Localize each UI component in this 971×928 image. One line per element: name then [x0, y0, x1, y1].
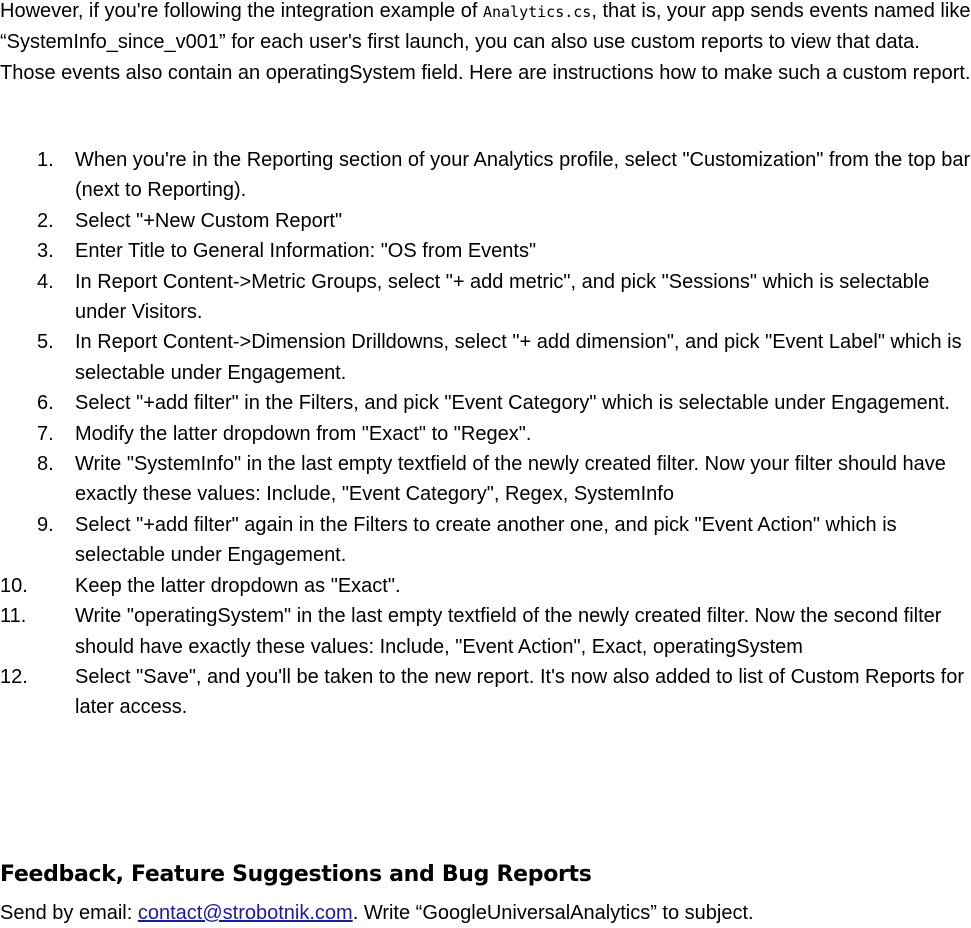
list-item	[0, 510, 971, 571]
step-number: 5.	[37, 331, 54, 354]
email-link[interactable]: contact@strobotnik.com	[137, 902, 353, 924]
step-text: When you're in the Reporting section of your Analytics profile, select "Customization" from the top bar (next to Reporting).	[75, 149, 971, 202]
step-text: Modify the latter dropdown from "Exact" to "Regex".	[75, 422, 532, 445]
list-item	[0, 327, 971, 388]
intro-text-start: However, if you're following the integration example of	[0, 0, 483, 22]
list-item	[0, 662, 971, 723]
step-number: 1.	[37, 149, 54, 171]
feedback-paragraph	[0, 898, 754, 928]
step-number: 11.	[0, 605, 27, 628]
step-text: Write "operatingSystem" in the last empty textfield of the newly created filter. Now the second filter should have exactly these values: Include, "Event Action", Exact, operatingSystem	[75, 605, 942, 658]
step-text: Select "+New Custom Report"	[75, 209, 343, 232]
step-text: In Report Content->Dimension Drilldowns, select "+ add dimension", and pick "Event Label" which is selectable under Engagement.	[75, 331, 962, 384]
code-filename: Analytics.cs	[482, 3, 592, 21]
step-number: 10.	[0, 574, 28, 597]
feedback-text-start: Send by email:	[0, 902, 138, 924]
list-item	[0, 449, 971, 510]
step-number: 2.	[37, 209, 54, 232]
step-number: 8.	[37, 453, 54, 476]
step-text: Write "SystemInfo" in the last empty textfield of the newly created filter. Now your filter should have exactly these values: Include, "Event Category", Regex, SystemInfo	[75, 453, 946, 506]
intro-text-end: , that is, your app sends events named like “SystemInfo_since_v001” for each user's first launch, you can also use custom reports to view that data. Those events also contain an operatingSystem field. Here are instructions how to make such a custom report.	[0, 0, 971, 84]
list-item	[0, 206, 971, 236]
feedback-heading: Feedback, Feature Suggestions and Bug Reports	[0, 862, 592, 887]
step-text: Keep the latter dropdown as "Exact".	[75, 574, 401, 597]
list-item	[0, 236, 971, 266]
list-item	[0, 571, 971, 601]
step-text: Select "+add filter" in the Filters, and pick "Event Category" which is selectable under Engagement.	[75, 392, 950, 415]
instruction-steps-list	[0, 145, 971, 723]
step-text: Select "+add filter" again in the Filters to create another one, and pick "Event Action" which is selectable under Engagement.	[75, 513, 897, 567]
intro-paragraph	[0, 0, 971, 88]
step-number: 9.	[37, 513, 54, 536]
step-text: Enter Title to General Information: "OS from Events"	[75, 240, 537, 263]
list-item	[0, 145, 971, 206]
step-text: Select "Save", and you'll be taken to the new report. It's now also added to list of Custom Reports for later access.	[75, 665, 964, 719]
step-number: 7.	[37, 422, 54, 445]
step-number: 12.	[0, 665, 28, 688]
step-number: 6.	[37, 392, 54, 415]
step-number: 3.	[37, 240, 54, 263]
list-item	[0, 419, 971, 449]
step-text: In Report Content->Metric Groups, select "+ add metric", and pick "Sessions" which is selectable under Visitors.	[75, 270, 930, 324]
step-number: 4.	[37, 270, 54, 293]
feedback-text-end: . Write “GoogleUniversalAnalytics” to subject.	[352, 902, 754, 924]
list-item	[0, 267, 971, 328]
list-item	[0, 388, 971, 418]
list-item	[0, 601, 971, 662]
